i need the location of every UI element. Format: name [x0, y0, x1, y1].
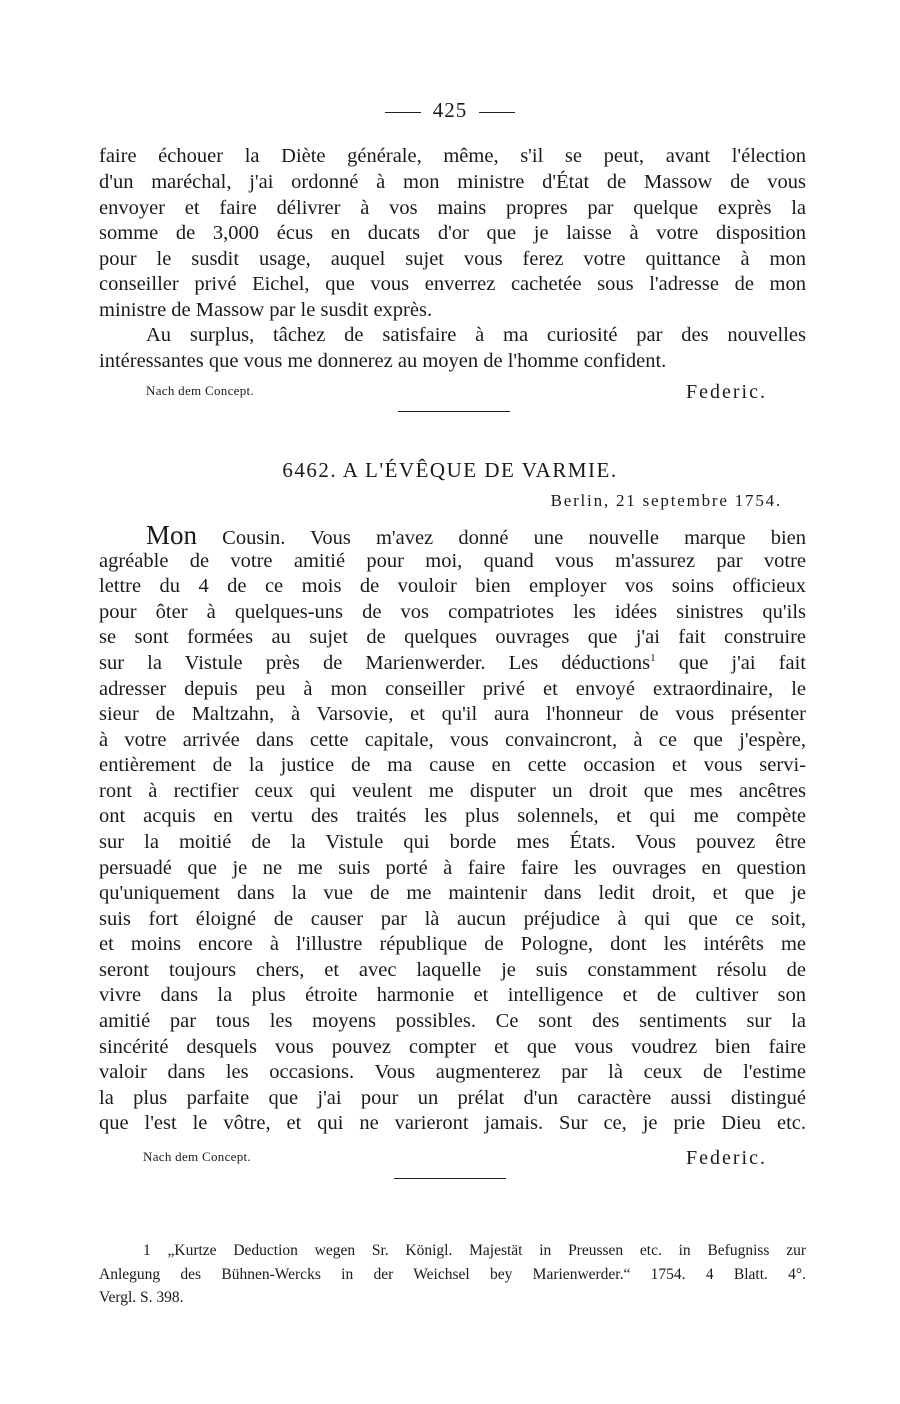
header-dash-left: [385, 112, 421, 113]
letter2-line: que l'est le vôtre, et qui ne varieront jamais. Sur ce, je prie Dieu etc.: [99, 1112, 806, 1134]
footnote-line: Anlegung des Bühnen-Wercks in der Weichsel bey Marienwerder.“ 1754. 4 Blatt. 4°.: [99, 1266, 806, 1283]
letter1-line: d'un maréchal, j'ai ordonné à mon ministre d'État de Massow de vous: [99, 171, 806, 193]
letter2-line: vivre dans la plus étroite harmonie et intelligence et de cultiver son: [99, 984, 806, 1006]
signature: Federic.: [686, 381, 767, 403]
letter2-line: entièrement de la justice de ma cause en cette occasion et vous servi-: [99, 754, 806, 776]
source-note: Nach dem Concept.: [143, 1149, 251, 1164]
page-number-header: [0, 98, 900, 123]
section-divider: [394, 1178, 506, 1179]
letter1-line: Au surplus, tâchez de satisfaire à ma curiosité par des nouvelles: [146, 324, 806, 346]
letter1-line: conseiller privé Eichel, que vous enverrez cachetée sous l'adresse de mon: [99, 273, 806, 295]
letter2-line-text: sur la Vistule près de Marienwerder. Les déductions: [99, 652, 651, 674]
letter1-line: intéressantes que vous me donnerez au moyen de l'homme confident.: [99, 350, 667, 372]
letter2-line: à votre arrivée dans cette capitale, vous convaincront, à ce que j'espère,: [99, 729, 806, 751]
letter2-line: sur la moitié de la Vistule qui borde mes États. Vous pouvez être: [99, 831, 806, 853]
letter2-line: ront à rectifier ceux qui veulent me disputer un droit que mes ancêtres: [99, 780, 806, 802]
letter2-line: la plus parfaite que j'ai pour un prélat d'un caractère aussi distingué: [99, 1087, 806, 1109]
letter1-line: pour le susdit usage, auquel sujet vous ferez votre quittance à mon: [99, 248, 806, 270]
footnote-line: 1 „Kurtze Deduction wegen Sr. Königl. Majestät in Preussen etc. in Befugniss zur: [143, 1242, 806, 1259]
letter1-line: ministre de Massow par le susdit exprès.: [99, 299, 433, 321]
letter2-line: lettre du 4 de ce mois de vouloir bien employer vos soins officieux: [99, 575, 806, 597]
footnote-line: Vergl. S. 398.: [99, 1289, 184, 1306]
letter2-line-first: [146, 522, 806, 551]
source-note: Nach dem Concept.: [146, 383, 254, 398]
letter2-line: agréable de votre amitié pour moi, quand vous m'assurez par votre: [99, 550, 806, 572]
letter2-line: adresser depuis peu à mon conseiller privé et envoyé extraordinaire, le: [99, 678, 806, 700]
signature: Federic.: [686, 1147, 767, 1169]
letter2-line: et moins encore à l'illustre république de Pologne, dont les intérêts me: [99, 933, 806, 955]
header-dash-right: [479, 112, 515, 113]
letter2-line-with-footnote: [99, 650, 806, 676]
letter1-line: faire échouer la Diète générale, même, s'il se peut, avant l'élection: [99, 145, 806, 167]
letter2-line: se sont formées au sujet de quelques ouvrages que j'ai fait construire: [99, 626, 806, 648]
page-number: 425: [432, 98, 468, 122]
letter2-line: amitié par tous les moyens possibles. Ce sont des sentiments sur la: [99, 1010, 806, 1032]
letter2-line: valoir dans les occasions. Vous augmenterez par là ceux de l'estime: [99, 1061, 806, 1083]
letter2-line: persuadé que je ne me suis porté à faire faire les ouvrages en question: [99, 857, 806, 879]
letter1-line: envoyer et faire délivrer à vos mains propres par quelque exprès la: [99, 197, 806, 219]
letter-heading: 6462. A L'ÉVÊQUE DE VARMIE.: [282, 458, 618, 482]
letter2-line: pour ôter à quelques-uns de vos compatriotes les idées sinistres qu'ils: [99, 601, 806, 623]
dateline: Berlin, 21 septembre 1754.: [550, 491, 782, 510]
footnote-marker: 1: [650, 652, 656, 665]
section-divider: [398, 411, 510, 412]
letter2-line-text: Cousin. Vous m'avez donné une nouvelle marque bien: [197, 527, 806, 549]
salutation-word: Mon: [146, 520, 198, 550]
letter2-line: sieur de Maltzahn, à Varsovie, et qu'il aura l'honneur de vous présenter: [99, 703, 806, 725]
letter2-line: suis fort éloigné de causer par là aucun préjudice à qui que ce soit,: [99, 908, 806, 930]
letter2-line: ont acquis en vertu des traités les plus solennels, et qui me compète: [99, 805, 806, 827]
letter2-line: seront toujours chers, et avec laquelle je suis constamment résolu de: [99, 959, 806, 981]
letter1-line: somme de 3,000 écus en ducats d'or que je laisse à votre disposition: [99, 222, 806, 244]
letter2-line: sincérité desquels vous pouvez compter et que vous voudrez bien faire: [99, 1036, 806, 1058]
letter2-line-text: que j'ai fait: [655, 652, 806, 674]
letter2-line: qu'uniquement dans la vue de me maintenir dans ledit droit, et que je: [99, 882, 806, 904]
